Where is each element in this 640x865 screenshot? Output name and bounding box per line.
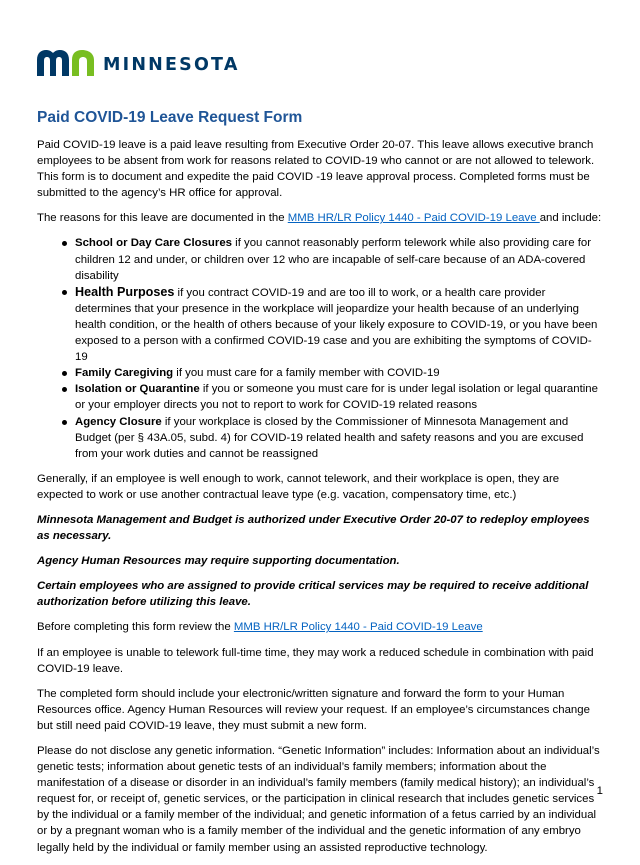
- intro-paragraph: Paid COVID-19 leave is a paid leave resulting from Executive Order 20-07. This leave allows executive branch employees to be absent from work for reasons related to COVID-19 who cannot or are not allowed to telework. This form is to document and expedite the paid COVID -19 leave approval process. Completed forms must be submitted to the agency’s HR office for approval.: [37, 139, 595, 200]
- bullet-text: if you contract COVID-19 and are too ill to work, or a health care provider determines that your presence in the workplace will jeopardize your health because of an underlying health condition, or the health of others because of your likely exposure to COVID-19, or you have been exposed to a person with a confirmed COVID-19 case and you are exhibiting the symptoms of COVID-19: [75, 286, 598, 364]
- bullet-title: Agency Closure: [75, 415, 162, 428]
- list-item: [75, 381, 603, 413]
- reasons-suffix: and include:: [539, 212, 602, 225]
- reasons-list: [37, 235, 603, 461]
- list-item: [75, 365, 603, 381]
- reasons-paragraph: [37, 210, 603, 226]
- before-paragraph: [37, 619, 603, 635]
- reduced-schedule-paragraph: If an employee is unable to telework full-time time, they may work a reduced schedule in combination with paid COVID-19 leave.: [37, 646, 594, 675]
- document-page: [37, 46, 603, 865]
- bullet-title: Isolation or Quarantine: [75, 383, 200, 396]
- documentation-notice: Agency Human Resources may require supporting documentation.: [37, 555, 400, 568]
- policy-link[interactable]: MMB HR/LR Policy 1440 - Paid COVID-19 Leave: [287, 212, 540, 225]
- bullet-text: if you must care for a family member with COVID-19: [173, 367, 440, 380]
- bullet-text: if you or someone you must care for is under legal isolation or legal quarantine or your employer directs you not to report to work for COVID-19 related reasons: [75, 383, 598, 412]
- bullet-title: School or Day Care Closures: [75, 237, 232, 250]
- page-title: Paid COVID-19 Leave Request Form: [37, 109, 303, 126]
- page-number: 1: [596, 785, 603, 797]
- bullet-text: if your workplace is closed by the Commissioner of Minnesota Management and Budget (per § 43A.05, subd. 4) for COVID-19 related health and safety reasons and you are excused from your work duties and cannot be reassigned: [75, 415, 584, 460]
- before-prefix: Before completing this form review the: [37, 621, 234, 634]
- minnesota-logo: [37, 46, 603, 80]
- policy-link-2[interactable]: MMB HR/LR Policy 1440 - Paid COVID-19 Leave: [233, 621, 483, 634]
- reasons-prefix: The reasons for this leave are documented in the: [37, 212, 288, 225]
- completed-form-paragraph: The completed form should include your electronic/written signature and forward the form to your Human Resources office. Agency Human Resources will review your request. If an employee’s circumstances change but still need paid COVID-19 leave, they must submit a new form.: [37, 687, 590, 732]
- authorization-notice: Certain employees who are assigned to provide critical services may be required to receive additional authorization before utilizing this leave.: [37, 580, 589, 609]
- list-item: [75, 414, 603, 462]
- bullet-title: Health Purposes: [75, 284, 175, 299]
- list-item: [75, 235, 603, 283]
- bullet-text: if you cannot reasonably perform telework while also providing care for children 12 and under, or children over 12 who are incapable of self-care because of an ADA-covered disability: [75, 237, 591, 282]
- generally-paragraph: Generally, if an employee is well enough to work, cannot telework, and their workplace is open, they are expected to work or use another contractual leave type (e.g. vacation, compensatory time, etc.): [37, 472, 560, 501]
- brand-name: MINNESOTA: [103, 55, 240, 75]
- bullet-title: Family Caregiving: [75, 367, 174, 380]
- redeploy-notice: Minnesota Management and Budget is authorized under Executive Order 20-07 to redeploy employees as necessary.: [37, 513, 590, 543]
- list-item: [75, 284, 603, 365]
- genetic-info-paragraph: Please do not disclose any genetic information. “Genetic Information” includes: Information about an individual’s genetic tests; information about genetic tests of an individual’s family members; information about the manifestation of a disease or disorder in an individual’s family members (family medical history); an individual’s request for, or receipt of, genetic services, or the participation in clinical research that includes genetic services by the individual or a family member of the individual; and genetic information of a fetus carried by an individual or by a pregnant woman who is a family member of the individual and the genetic information of any embryo legally held by the individual or family member using an assisted reproductive technology.: [37, 745, 600, 854]
- minnesota-m-icon: [37, 50, 94, 76]
